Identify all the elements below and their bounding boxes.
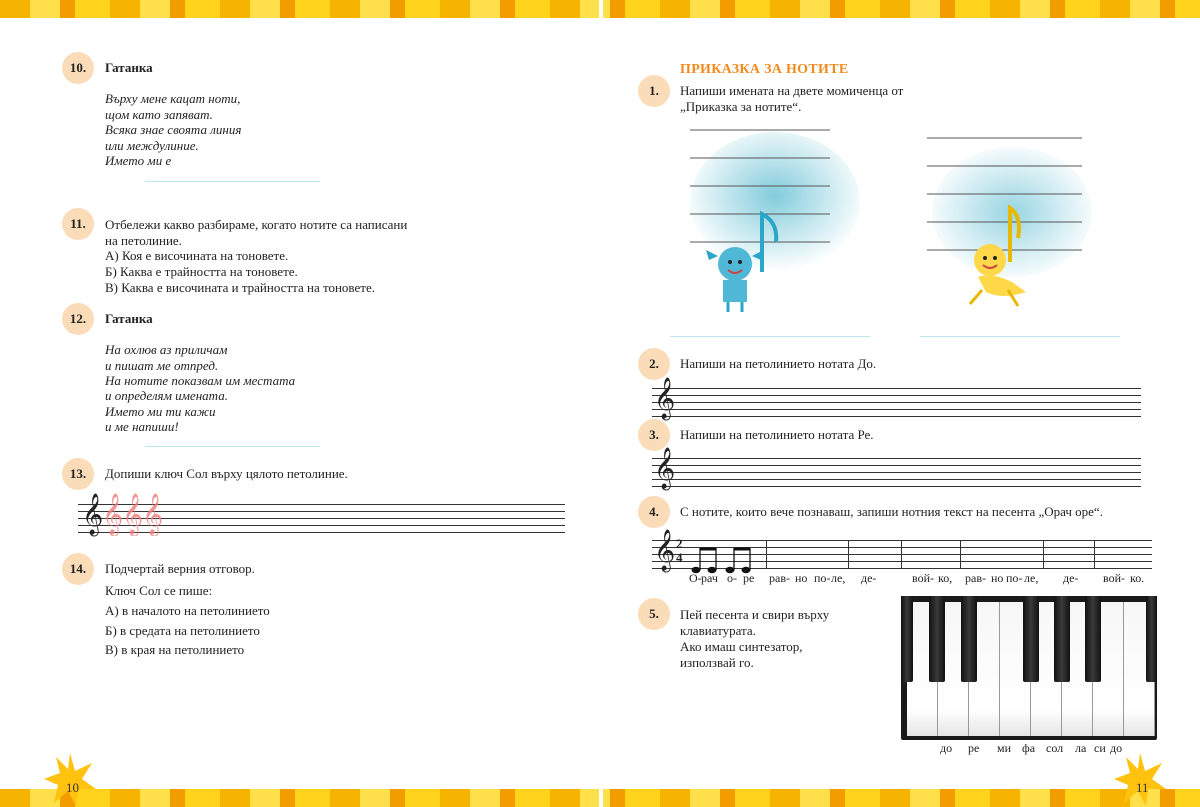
q10-line-5: Името ми е	[105, 153, 172, 168]
q1-answer-line-2[interactable]	[920, 336, 1120, 337]
lyric: рач	[701, 571, 718, 585]
treble-clef-trace-icon: 𝄞	[102, 494, 124, 535]
lyric: по-	[1006, 571, 1023, 585]
q12-line-5: Името ми ти кажи	[105, 404, 216, 419]
key-label: до	[940, 741, 953, 755]
q1-prompt-2: „Приказка за нотите“.	[680, 99, 802, 114]
q4-number: 4.	[638, 496, 670, 528]
star-icon	[1112, 751, 1168, 807]
q3-staff[interactable]	[652, 448, 1141, 489]
treble-clef-icon: 𝄞	[654, 378, 676, 419]
q12-line-1: На охлюв аз приличам	[105, 342, 228, 357]
key-label: ре	[968, 741, 980, 755]
q3-number: 3.	[638, 419, 670, 451]
star-icon	[42, 751, 98, 807]
q13-number: 13.	[62, 458, 94, 490]
q14-subprompt: Ключ Сол се пише:	[105, 583, 213, 598]
q12-line-2: и пишат ме отпред.	[105, 358, 219, 373]
q14-option-b[interactable]: Б) в средата на петолинието	[105, 623, 260, 638]
treble-clef-icon: 𝄞	[82, 494, 104, 535]
page-number-right: 11	[1136, 780, 1149, 795]
q11-option-b[interactable]: Б) Каква е трайността на тоновете.	[105, 264, 298, 279]
key-label: ми	[997, 741, 1012, 755]
lyric: рав-	[965, 571, 986, 585]
q14-option-c[interactable]: В) в края на петолинието	[105, 642, 245, 657]
time-signature: 2 4	[676, 536, 683, 565]
piano-black-key[interactable]	[901, 596, 913, 682]
q2-prompt: Напиши на петолинието нотата До.	[680, 356, 877, 371]
piano-black-key[interactable]	[1023, 596, 1039, 682]
q12-line-3: На нотите показвам им местата	[105, 373, 296, 388]
page-gutter	[599, 0, 603, 18]
q12-answer-line[interactable]	[145, 446, 320, 447]
q10-answer-line[interactable]	[145, 181, 320, 182]
q14-number: 14.	[62, 553, 94, 585]
piano-black-key[interactable]	[1146, 596, 1157, 682]
q10-line-1: Върху мене кацат ноти,	[105, 91, 241, 106]
q5-line-4: използвай го.	[680, 655, 754, 670]
lyric: по-	[814, 571, 831, 585]
lyric: де-	[861, 571, 877, 585]
q13-prompt: Допиши ключ Сол върху цялото петолиние.	[105, 466, 348, 481]
lyric: но	[991, 571, 1004, 585]
treble-clef-trace-icon: 𝄞	[142, 494, 164, 535]
q5-number: 5.	[638, 598, 670, 630]
key-label: ла	[1075, 741, 1087, 755]
lyric: де-	[1063, 571, 1079, 585]
q10-line-2: щом като запяват.	[105, 107, 213, 122]
q5-line-2: клавиатурата.	[680, 623, 756, 638]
girl-note-illustration-yellow	[922, 122, 1092, 317]
key-label: сол	[1046, 741, 1064, 755]
q12-title: Гатанка	[105, 311, 153, 326]
key-label: си	[1094, 741, 1106, 755]
q2-number: 2.	[638, 348, 670, 380]
piano-keyboard[interactable]	[901, 596, 1157, 740]
lyric: но	[795, 571, 808, 585]
q13-staff[interactable]	[78, 494, 565, 535]
key-label: до	[1110, 741, 1123, 755]
q4-staff[interactable]	[652, 530, 1152, 571]
q14-prompt: Подчертай верния отговор.	[105, 561, 255, 576]
q5-line-3: Ако имаш синтезатор,	[680, 639, 803, 654]
piano-black-key[interactable]	[929, 596, 945, 682]
section-title: ПРИКАЗКА ЗА НОТИТЕ	[680, 62, 849, 77]
q1-answer-line-1[interactable]	[670, 336, 870, 337]
q11-number: 11.	[62, 208, 94, 240]
q5-line-1: Пей песента и свири върху	[680, 607, 830, 622]
q3-prompt: Напиши на петолинието нотата Ре.	[680, 427, 874, 442]
q2-staff[interactable]	[652, 378, 1141, 419]
treble-clef-icon: 𝄞	[654, 530, 676, 571]
q1-number: 1.	[638, 75, 670, 107]
q11-prompt-2: на петолиние.	[105, 233, 182, 248]
q10-title: Гатанка	[105, 60, 153, 75]
q10-line-4: или междулиние.	[105, 138, 199, 153]
q10-number: 10.	[62, 52, 94, 84]
piano-black-key[interactable]	[1054, 596, 1070, 682]
page-number-left: 10	[66, 780, 79, 795]
q12-line-6: и ме напиши!	[105, 419, 179, 434]
piano-black-key[interactable]	[961, 596, 977, 682]
q11-option-a[interactable]: А) Коя е височината на тоновете.	[105, 248, 289, 263]
q14-option-a[interactable]: А) в началото на петолинието	[105, 603, 270, 618]
q1-prompt-1: Напиши имената на двете момиченца от	[680, 83, 904, 98]
lyric: вой-	[1103, 571, 1126, 585]
lyric: О-	[689, 571, 702, 585]
q12-line-4: и определям имената.	[105, 388, 228, 403]
girl-note-illustration-blue	[690, 122, 860, 317]
q11-option-c[interactable]: В) Каква е височината и трайността на тоновете.	[105, 280, 375, 295]
lyric: о-	[727, 571, 737, 585]
treble-clef-trace-icon: 𝄞	[122, 494, 144, 535]
lyric: ко.	[1130, 571, 1145, 585]
lyric: ре	[743, 571, 755, 585]
key-label: фа	[1022, 741, 1036, 755]
lyric: вой-	[912, 571, 935, 585]
q4-prompt: С нотите, които вече познаваш, запиши нотния текст на песента „Орач оре“.	[680, 504, 1103, 519]
lyric: ле,	[831, 571, 846, 585]
page-gutter-bottom	[599, 789, 603, 807]
q12-number: 12.	[62, 303, 94, 335]
treble-clef-icon: 𝄞	[654, 448, 676, 489]
piano-black-key[interactable]	[1085, 596, 1101, 682]
lyric: ле,	[1024, 571, 1039, 585]
lyric: рав-	[769, 571, 790, 585]
q11-prompt-1: Отбележи какво разбираме, когато нотите са написани	[105, 217, 408, 232]
lyric: ко,	[938, 571, 953, 585]
q10-line-3: Всяка знае своята линия	[105, 122, 242, 137]
